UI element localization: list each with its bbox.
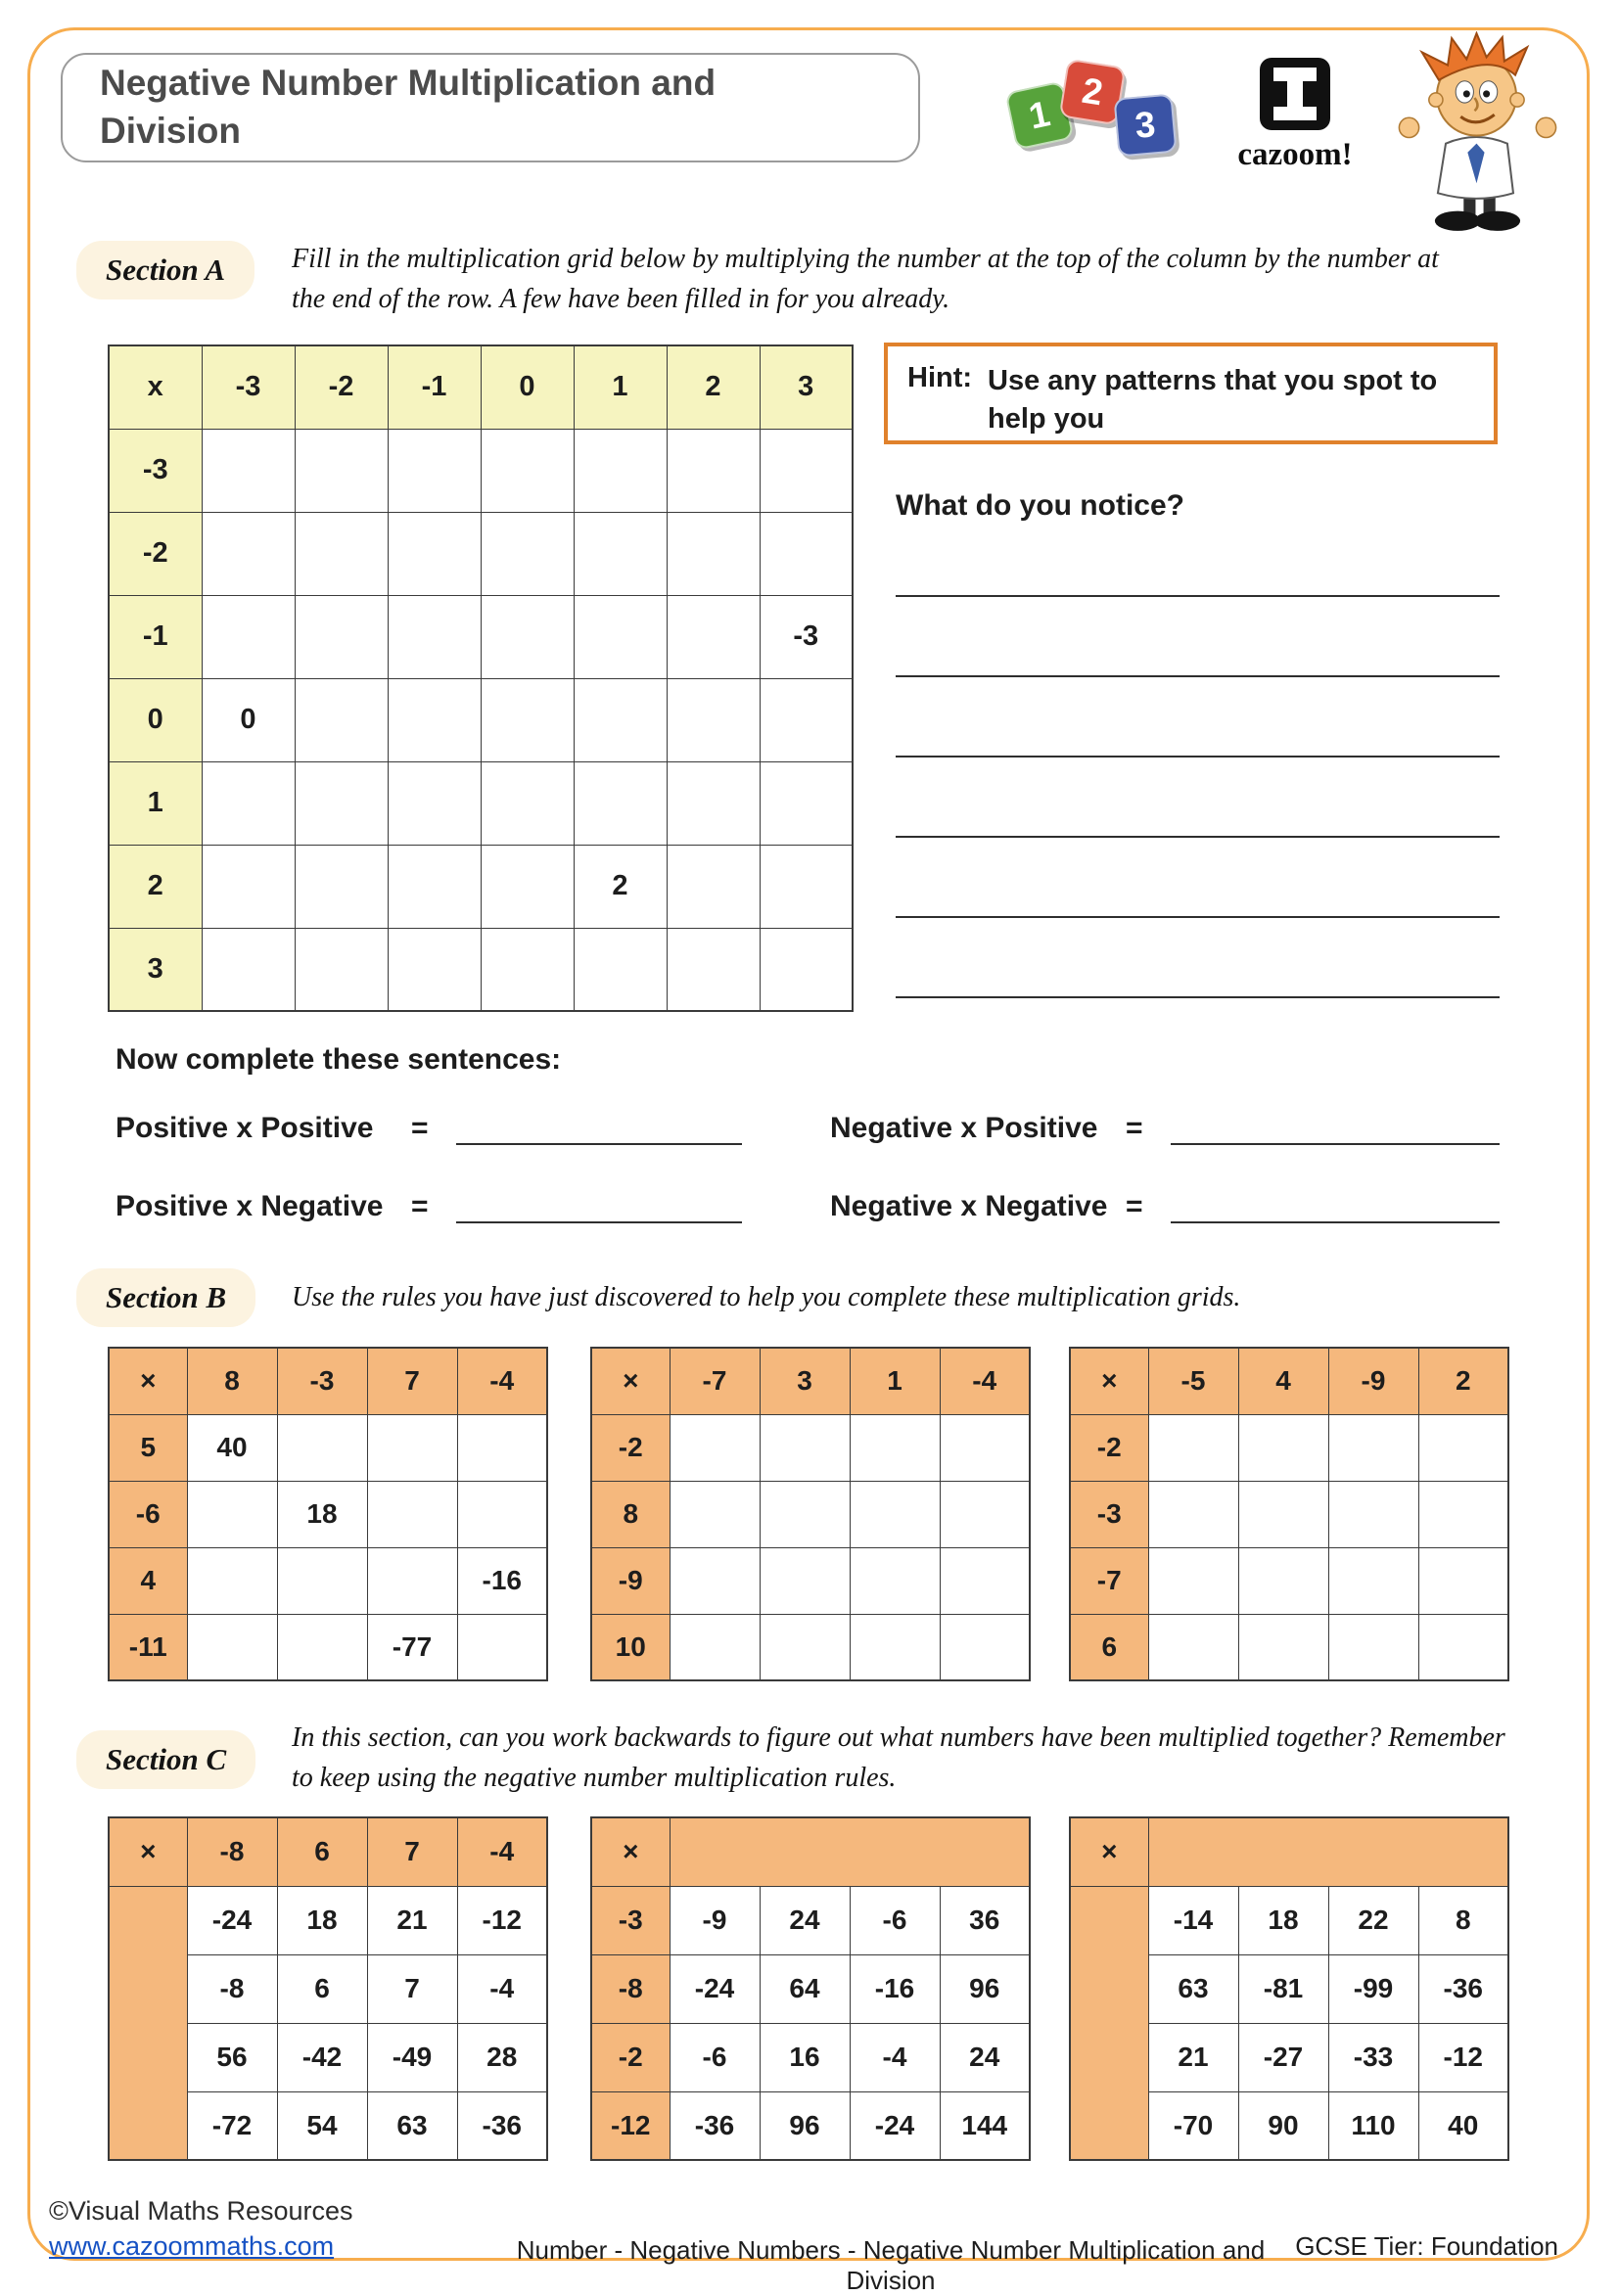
hint-label: Hint: bbox=[907, 362, 973, 393]
grid-cell bbox=[187, 1614, 277, 1680]
grid-cell bbox=[670, 1481, 760, 1547]
grid-cell: 56 bbox=[187, 2023, 277, 2091]
grid-cell bbox=[850, 1414, 940, 1481]
section-c-label: Section C bbox=[76, 1730, 255, 1789]
worksheet-title-box bbox=[61, 53, 920, 162]
grid-cell bbox=[760, 928, 853, 1011]
grid-header-cell: 7 bbox=[367, 1348, 457, 1414]
section-a-label: Section A bbox=[76, 241, 254, 299]
grid-cell: -6 bbox=[670, 2023, 760, 2091]
grid-cell bbox=[388, 761, 481, 845]
grid-cell bbox=[574, 429, 667, 512]
multiplication-grid-table bbox=[108, 1816, 548, 2161]
grid-cell bbox=[388, 512, 481, 595]
grid-header-cell: -11 bbox=[109, 1614, 187, 1680]
grid-cell: 21 bbox=[1148, 2023, 1238, 2091]
grid-cell bbox=[670, 1414, 760, 1481]
section-c-grid-3 bbox=[1069, 1816, 1509, 2161]
multiplication-grid-table bbox=[108, 344, 854, 1012]
grid-cell: -6 bbox=[850, 1886, 940, 1954]
cazoom-logo bbox=[1212, 57, 1378, 173]
grid-header-cell: -9 bbox=[591, 1547, 670, 1614]
answer-line bbox=[896, 597, 1500, 677]
grid-cell bbox=[1148, 1481, 1238, 1547]
grid-header-cell: -2 bbox=[109, 512, 202, 595]
grid-cell bbox=[388, 595, 481, 678]
grid-cell: -81 bbox=[1238, 1954, 1328, 2023]
grid-header-cell: -3 bbox=[202, 345, 295, 429]
grid-cell bbox=[760, 512, 853, 595]
grid-cell bbox=[667, 845, 760, 928]
grid-header-cell: -2 bbox=[591, 2023, 670, 2091]
grid-header-cell: 1 bbox=[574, 345, 667, 429]
grid-header-cell: -12 bbox=[591, 2091, 670, 2160]
grid-cell: 22 bbox=[1328, 1886, 1418, 1954]
grid-header-cell: × bbox=[1070, 1348, 1148, 1414]
section-c-instructions: In this section, can you work backwards to figure out what numbers have been multiplied together? Remember to keep using the negative number multiplication rules. bbox=[292, 1722, 1505, 1793]
grid-header-cell: x bbox=[109, 345, 202, 429]
section-b-label: Section B bbox=[76, 1268, 255, 1327]
grid-cell: 24 bbox=[760, 1886, 850, 1954]
grid-cell: 96 bbox=[940, 1954, 1030, 2023]
grid-header-cell bbox=[670, 1817, 1030, 1886]
number-tile-3 bbox=[1113, 93, 1177, 157]
tile-digit: 1 bbox=[1025, 93, 1054, 137]
grid-header-cell: -8 bbox=[187, 1817, 277, 1886]
answer-blank bbox=[456, 1108, 742, 1145]
grid-cell bbox=[760, 678, 853, 761]
equals-sign: = bbox=[411, 1190, 429, 1222]
grid-cell: -72 bbox=[187, 2091, 277, 2160]
grid-cell bbox=[667, 761, 760, 845]
grid-cell: 40 bbox=[1418, 2091, 1508, 2160]
grid-cell bbox=[295, 761, 388, 845]
cazoom-logo-icon bbox=[1259, 57, 1331, 131]
grid-cell bbox=[202, 845, 295, 928]
grid-cell bbox=[481, 845, 574, 928]
grid-cell: 21 bbox=[367, 1886, 457, 1954]
grid-header-cell: -2 bbox=[1070, 1414, 1148, 1481]
grid-header-cell: -5 bbox=[1148, 1348, 1238, 1414]
grid-cell: 110 bbox=[1328, 2091, 1418, 2160]
hint-text: Use any patterns that you spot to help you bbox=[988, 365, 1438, 436]
grid-header-cell: -3 bbox=[1070, 1481, 1148, 1547]
grid-cell bbox=[667, 678, 760, 761]
grid-cell bbox=[481, 678, 574, 761]
grid-cell bbox=[295, 845, 388, 928]
grid-cell: 0 bbox=[202, 678, 295, 761]
sentence-item bbox=[830, 1178, 1500, 1223]
grid-cell bbox=[1328, 1481, 1418, 1547]
grid-cell: 2 bbox=[574, 845, 667, 928]
grid-cell: -33 bbox=[1328, 2023, 1418, 2091]
grid-cell bbox=[202, 928, 295, 1011]
grid-cell bbox=[760, 429, 853, 512]
grid-cell bbox=[1238, 1614, 1328, 1680]
grid-cell bbox=[670, 1614, 760, 1680]
grid-cell: -14 bbox=[1148, 1886, 1238, 1954]
grid-cell: -70 bbox=[1148, 2091, 1238, 2160]
grid-header-cell: -7 bbox=[670, 1348, 760, 1414]
grid-cell: -36 bbox=[1418, 1954, 1508, 2023]
grid-cell bbox=[850, 1614, 940, 1680]
grid-header-cell: 0 bbox=[109, 678, 202, 761]
grid-cell bbox=[481, 512, 574, 595]
grid-cell bbox=[1328, 1414, 1418, 1481]
grid-cell bbox=[367, 1547, 457, 1614]
grid-cell: -42 bbox=[277, 2023, 367, 2091]
grid-cell: 96 bbox=[760, 2091, 850, 2160]
answer-line bbox=[896, 758, 1500, 838]
grid-cell: -24 bbox=[670, 1954, 760, 2023]
grid-cell bbox=[481, 429, 574, 512]
grid-cell bbox=[388, 928, 481, 1011]
grid-header-cell bbox=[1148, 1817, 1508, 1886]
grid-cell bbox=[277, 1614, 367, 1680]
grid-header-cell: -4 bbox=[457, 1817, 547, 1886]
sentence-label: Positive x Positive bbox=[116, 1112, 374, 1144]
grid-cell bbox=[202, 761, 295, 845]
grid-header-cell: -1 bbox=[388, 345, 481, 429]
grid-cell bbox=[295, 512, 388, 595]
equals-sign: = bbox=[411, 1112, 429, 1144]
grid-cell: 40 bbox=[187, 1414, 277, 1481]
grid-cell bbox=[1418, 1614, 1508, 1680]
grid-header-cell: × bbox=[591, 1817, 670, 1886]
grid-cell bbox=[574, 678, 667, 761]
answer-line bbox=[896, 517, 1500, 597]
grid-header-cell bbox=[109, 1886, 187, 2160]
notice-prompt: What do you notice? bbox=[896, 489, 1184, 522]
grid-cell: 8 bbox=[1418, 1886, 1508, 1954]
section-b-grid-1 bbox=[108, 1347, 548, 1681]
grid-cell: 18 bbox=[1238, 1886, 1328, 1954]
multiplication-grid-table bbox=[590, 1347, 1031, 1681]
grid-cell bbox=[295, 928, 388, 1011]
grid-cell bbox=[1418, 1481, 1508, 1547]
grid-cell bbox=[667, 512, 760, 595]
grid-header-cell bbox=[1070, 1886, 1148, 2160]
grid-header-cell: 7 bbox=[367, 1817, 457, 1886]
multiplication-grid-table bbox=[1069, 1347, 1509, 1681]
grid-cell: 6 bbox=[277, 1954, 367, 2023]
grid-cell bbox=[940, 1547, 1030, 1614]
grid-cell bbox=[295, 429, 388, 512]
grid-cell bbox=[667, 429, 760, 512]
grid-cell: -16 bbox=[850, 1954, 940, 2023]
grid-cell bbox=[1238, 1414, 1328, 1481]
grid-cell bbox=[457, 1614, 547, 1680]
grid-cell: 7 bbox=[367, 1954, 457, 2023]
section-c-grid-1 bbox=[108, 1816, 548, 2161]
grid-cell: -9 bbox=[670, 1886, 760, 1954]
grid-cell: -12 bbox=[457, 1886, 547, 1954]
grid-cell: -4 bbox=[850, 2023, 940, 2091]
grid-cell: 144 bbox=[940, 2091, 1030, 2160]
grid-cell: 36 bbox=[940, 1886, 1030, 1954]
grid-cell bbox=[1148, 1614, 1238, 1680]
grid-header-cell: × bbox=[109, 1817, 187, 1886]
grid-cell: -49 bbox=[367, 2023, 457, 2091]
sentences-prompt: Now complete these sentences: bbox=[116, 1043, 562, 1076]
grid-header-cell: × bbox=[1070, 1817, 1148, 1886]
page-title: Negative Number Multiplication and Division bbox=[100, 63, 717, 151]
grid-cell: -16 bbox=[457, 1547, 547, 1614]
footer-website-link[interactable]: www.cazoommaths.com bbox=[49, 2231, 335, 2261]
grid-cell bbox=[760, 1414, 850, 1481]
grid-cell bbox=[202, 595, 295, 678]
grid-cell bbox=[202, 512, 295, 595]
footer-tier: GCSE Tier: Foundation bbox=[1295, 2231, 1558, 2261]
grid-cell bbox=[760, 761, 853, 845]
grid-header-cell: -3 bbox=[109, 429, 202, 512]
grid-cell bbox=[850, 1481, 940, 1547]
grid-cell bbox=[1418, 1414, 1508, 1481]
grid-cell bbox=[667, 595, 760, 678]
footer-copyright: ©Visual Maths Resources bbox=[49, 2196, 353, 2226]
grid-cell bbox=[760, 1614, 850, 1680]
grid-header-cell: × bbox=[591, 1348, 670, 1414]
section-b-grid-2 bbox=[590, 1347, 1031, 1681]
grid-header-cell: 8 bbox=[591, 1481, 670, 1547]
multiplication-grid-table bbox=[1069, 1816, 1509, 2161]
grid-cell bbox=[760, 1481, 850, 1547]
grid-cell bbox=[187, 1481, 277, 1547]
grid-header-cell: -6 bbox=[109, 1481, 187, 1547]
grid-cell: -8 bbox=[187, 1954, 277, 2023]
answer-line bbox=[896, 838, 1500, 918]
grid-cell bbox=[667, 928, 760, 1011]
numbers-123-logo bbox=[1006, 61, 1197, 183]
grid-cell bbox=[1328, 1547, 1418, 1614]
grid-cell: -36 bbox=[457, 2091, 547, 2160]
grid-cell bbox=[277, 1414, 367, 1481]
grid-cell: -4 bbox=[457, 1954, 547, 2023]
grid-cell bbox=[1148, 1547, 1238, 1614]
grid-cell bbox=[574, 595, 667, 678]
grid-cell: 64 bbox=[760, 1954, 850, 2023]
grid-header-cell: 6 bbox=[277, 1817, 367, 1886]
section-b-grid-3 bbox=[1069, 1347, 1509, 1681]
grid-cell bbox=[481, 928, 574, 1011]
grid-cell: -77 bbox=[367, 1614, 457, 1680]
grid-header-cell: -7 bbox=[1070, 1547, 1148, 1614]
grid-header-cell: -8 bbox=[591, 1954, 670, 2023]
grid-cell bbox=[295, 678, 388, 761]
grid-header-cell: 3 bbox=[760, 345, 853, 429]
mascot-character bbox=[1372, 31, 1586, 237]
grid-header-cell: 2 bbox=[1418, 1348, 1508, 1414]
grid-cell: 16 bbox=[760, 2023, 850, 2091]
grid-cell: 24 bbox=[940, 2023, 1030, 2091]
grid-header-cell: -4 bbox=[940, 1348, 1030, 1414]
grid-header-cell: -4 bbox=[457, 1348, 547, 1414]
grid-cell bbox=[1238, 1481, 1328, 1547]
grid-cell: 28 bbox=[457, 2023, 547, 2091]
grid-cell bbox=[481, 595, 574, 678]
grid-cell: -24 bbox=[850, 2091, 940, 2160]
grid-cell bbox=[574, 512, 667, 595]
grid-header-cell: -3 bbox=[277, 1348, 367, 1414]
grid-cell bbox=[940, 1614, 1030, 1680]
grid-cell: -12 bbox=[1418, 2023, 1508, 2091]
grid-header-cell: 1 bbox=[109, 761, 202, 845]
sentence-label: Positive x Negative bbox=[116, 1190, 384, 1222]
answer-line bbox=[896, 918, 1500, 998]
grid-cell bbox=[574, 761, 667, 845]
grid-header-cell: -2 bbox=[591, 1414, 670, 1481]
tile-digit: 2 bbox=[1079, 69, 1106, 114]
grid-cell: -24 bbox=[187, 1886, 277, 1954]
equals-sign: = bbox=[1126, 1112, 1143, 1144]
section-a-multiplication-grid bbox=[108, 344, 854, 1012]
hint-box bbox=[884, 343, 1498, 444]
sentence-item bbox=[116, 1178, 742, 1223]
sentence-label: Negative x Positive bbox=[830, 1112, 1098, 1144]
answer-line bbox=[896, 677, 1500, 758]
grid-cell bbox=[940, 1481, 1030, 1547]
answer-blank bbox=[456, 1186, 742, 1223]
grid-cell bbox=[367, 1414, 457, 1481]
answer-blank bbox=[1171, 1186, 1500, 1223]
grid-cell bbox=[1418, 1547, 1508, 1614]
grid-header-cell: 3 bbox=[760, 1348, 850, 1414]
section-c-grid-2 bbox=[590, 1816, 1031, 2161]
grid-cell bbox=[202, 429, 295, 512]
grid-header-cell: -3 bbox=[591, 1886, 670, 1954]
grid-cell: 54 bbox=[277, 2091, 367, 2160]
answer-blank bbox=[1171, 1108, 1500, 1145]
grid-cell bbox=[457, 1414, 547, 1481]
sentence-label: Negative x Negative bbox=[830, 1190, 1108, 1222]
multiplication-grid-table bbox=[108, 1347, 548, 1681]
grid-header-cell: 2 bbox=[109, 845, 202, 928]
section-a-instructions: Fill in the multiplication grid below by multiplying the number at the top of the column by the number at the end of the row. A few have been filled in for you already. bbox=[292, 244, 1439, 314]
grid-cell: -36 bbox=[670, 2091, 760, 2160]
grid-cell bbox=[940, 1414, 1030, 1481]
grid-cell bbox=[574, 928, 667, 1011]
footer-category: Number - Negative Numbers - Negative Number Multiplication and Division bbox=[516, 2235, 1266, 2295]
answer-lines bbox=[896, 517, 1500, 998]
grid-cell bbox=[481, 761, 574, 845]
grid-cell bbox=[457, 1481, 547, 1547]
grid-cell: 90 bbox=[1238, 2091, 1328, 2160]
grid-cell: 63 bbox=[367, 2091, 457, 2160]
grid-header-cell: 5 bbox=[109, 1414, 187, 1481]
sentence-item bbox=[830, 1100, 1500, 1145]
grid-header-cell: -9 bbox=[1328, 1348, 1418, 1414]
grid-cell bbox=[388, 845, 481, 928]
equals-sign: = bbox=[1126, 1190, 1143, 1222]
grid-cell bbox=[760, 1547, 850, 1614]
grid-header-cell: 3 bbox=[109, 928, 202, 1011]
grid-cell bbox=[388, 678, 481, 761]
tile-digit: 3 bbox=[1133, 104, 1157, 146]
cazoom-logo-text: cazoom! bbox=[1237, 137, 1353, 172]
grid-cell bbox=[760, 845, 853, 928]
multiplication-grid-table bbox=[590, 1816, 1031, 2161]
grid-cell bbox=[277, 1547, 367, 1614]
grid-cell bbox=[1328, 1614, 1418, 1680]
grid-header-cell: -1 bbox=[109, 595, 202, 678]
grid-cell: -27 bbox=[1238, 2023, 1328, 2091]
grid-cell bbox=[187, 1547, 277, 1614]
grid-cell bbox=[367, 1481, 457, 1547]
grid-cell: 63 bbox=[1148, 1954, 1238, 2023]
grid-cell: -99 bbox=[1328, 1954, 1418, 2023]
grid-cell bbox=[1148, 1414, 1238, 1481]
grid-cell bbox=[1238, 1547, 1328, 1614]
grid-header-cell: × bbox=[109, 1348, 187, 1414]
section-b-instructions: Use the rules you have just discovered to help you complete these multiplication grids. bbox=[292, 1282, 1241, 1312]
grid-header-cell: -2 bbox=[295, 345, 388, 429]
grid-cell bbox=[670, 1547, 760, 1614]
grid-header-cell: 4 bbox=[1238, 1348, 1328, 1414]
grid-header-cell: 6 bbox=[1070, 1614, 1148, 1680]
grid-header-cell: 8 bbox=[187, 1348, 277, 1414]
grid-header-cell: 0 bbox=[481, 345, 574, 429]
grid-header-cell: 2 bbox=[667, 345, 760, 429]
grid-cell bbox=[295, 595, 388, 678]
grid-cell: 18 bbox=[277, 1886, 367, 1954]
grid-cell bbox=[388, 429, 481, 512]
grid-header-cell: 10 bbox=[591, 1614, 670, 1680]
grid-header-cell: 4 bbox=[109, 1547, 187, 1614]
sentence-item bbox=[116, 1100, 742, 1145]
sentence-completion bbox=[116, 1100, 1500, 1223]
grid-header-cell: 1 bbox=[850, 1348, 940, 1414]
grid-cell: 18 bbox=[277, 1481, 367, 1547]
grid-cell: -3 bbox=[760, 595, 853, 678]
grid-cell bbox=[850, 1547, 940, 1614]
